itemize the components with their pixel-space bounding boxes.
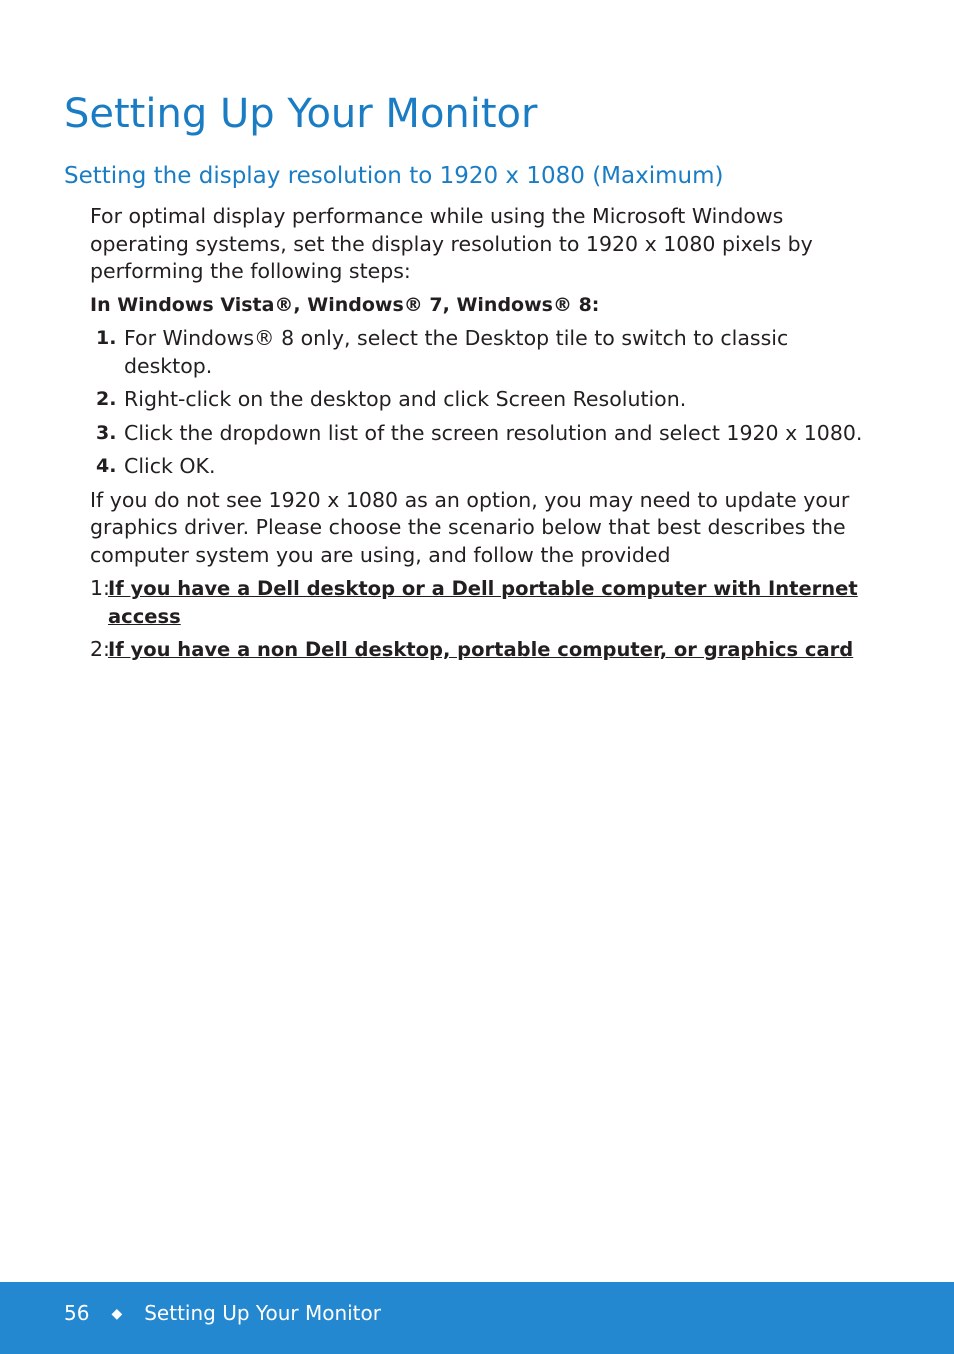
step-text: Right-click on the desktop and click Screen Resolution. <box>124 387 687 411</box>
os-subheading: In Windows Vista®, Windows® 7, Windows® 8: <box>90 293 600 316</box>
step-number: 3. <box>96 421 117 444</box>
step-text: For Windows® 8 only, select the Desktop tile to switch to classic desktop. <box>124 326 789 378</box>
list-item <box>90 325 865 380</box>
footer-content <box>64 1299 381 1328</box>
step-text: Click OK. <box>124 454 216 478</box>
link-prefix: 1: <box>90 576 110 600</box>
step-text: Click the dropdown list of the screen resolution and select 1920 x 1080. <box>124 420 863 445</box>
link-prefix: 2: <box>90 637 110 661</box>
non-dell-computer-link[interactable]: If you have a non Dell desktop, portable computer, or graphics card <box>108 638 854 661</box>
non-dell-link-item <box>90 636 865 664</box>
section-heading: Setting the display resolution to 1920 x 1080 (Maximum) <box>64 163 724 189</box>
page-number: 56 <box>64 1301 90 1325</box>
dell-link-item <box>90 575 865 630</box>
list-item <box>90 386 865 414</box>
intro-paragraph: For optimal display performance while using the Microsoft Windows operating systems, set the display resolution to 1920 x 1080 pixels by performing the following steps: <box>90 204 813 283</box>
list-item <box>90 420 865 448</box>
dell-computer-link[interactable]: If you have a Dell desktop or a Dell portable computer with Internet access <box>108 577 858 628</box>
note-paragraph: If you do not see 1920 x 1080 as an option, you may need to update your graphics driver. Please choose the scenario below that best describes the computer system you are using, and follow the provided <box>90 487 850 567</box>
footer-section-title: Setting Up Your Monitor <box>144 1301 381 1325</box>
main-content <box>90 203 865 670</box>
page-title: Setting Up Your Monitor <box>64 91 538 137</box>
step-number: 4. <box>96 455 117 477</box>
list-item <box>90 453 865 481</box>
step-number: 2. <box>96 388 117 410</box>
footer-bar <box>0 1282 954 1354</box>
steps-list <box>90 325 865 481</box>
step-number: 1. <box>96 327 117 349</box>
diamond-icon: ◆ <box>111 1306 123 1322</box>
